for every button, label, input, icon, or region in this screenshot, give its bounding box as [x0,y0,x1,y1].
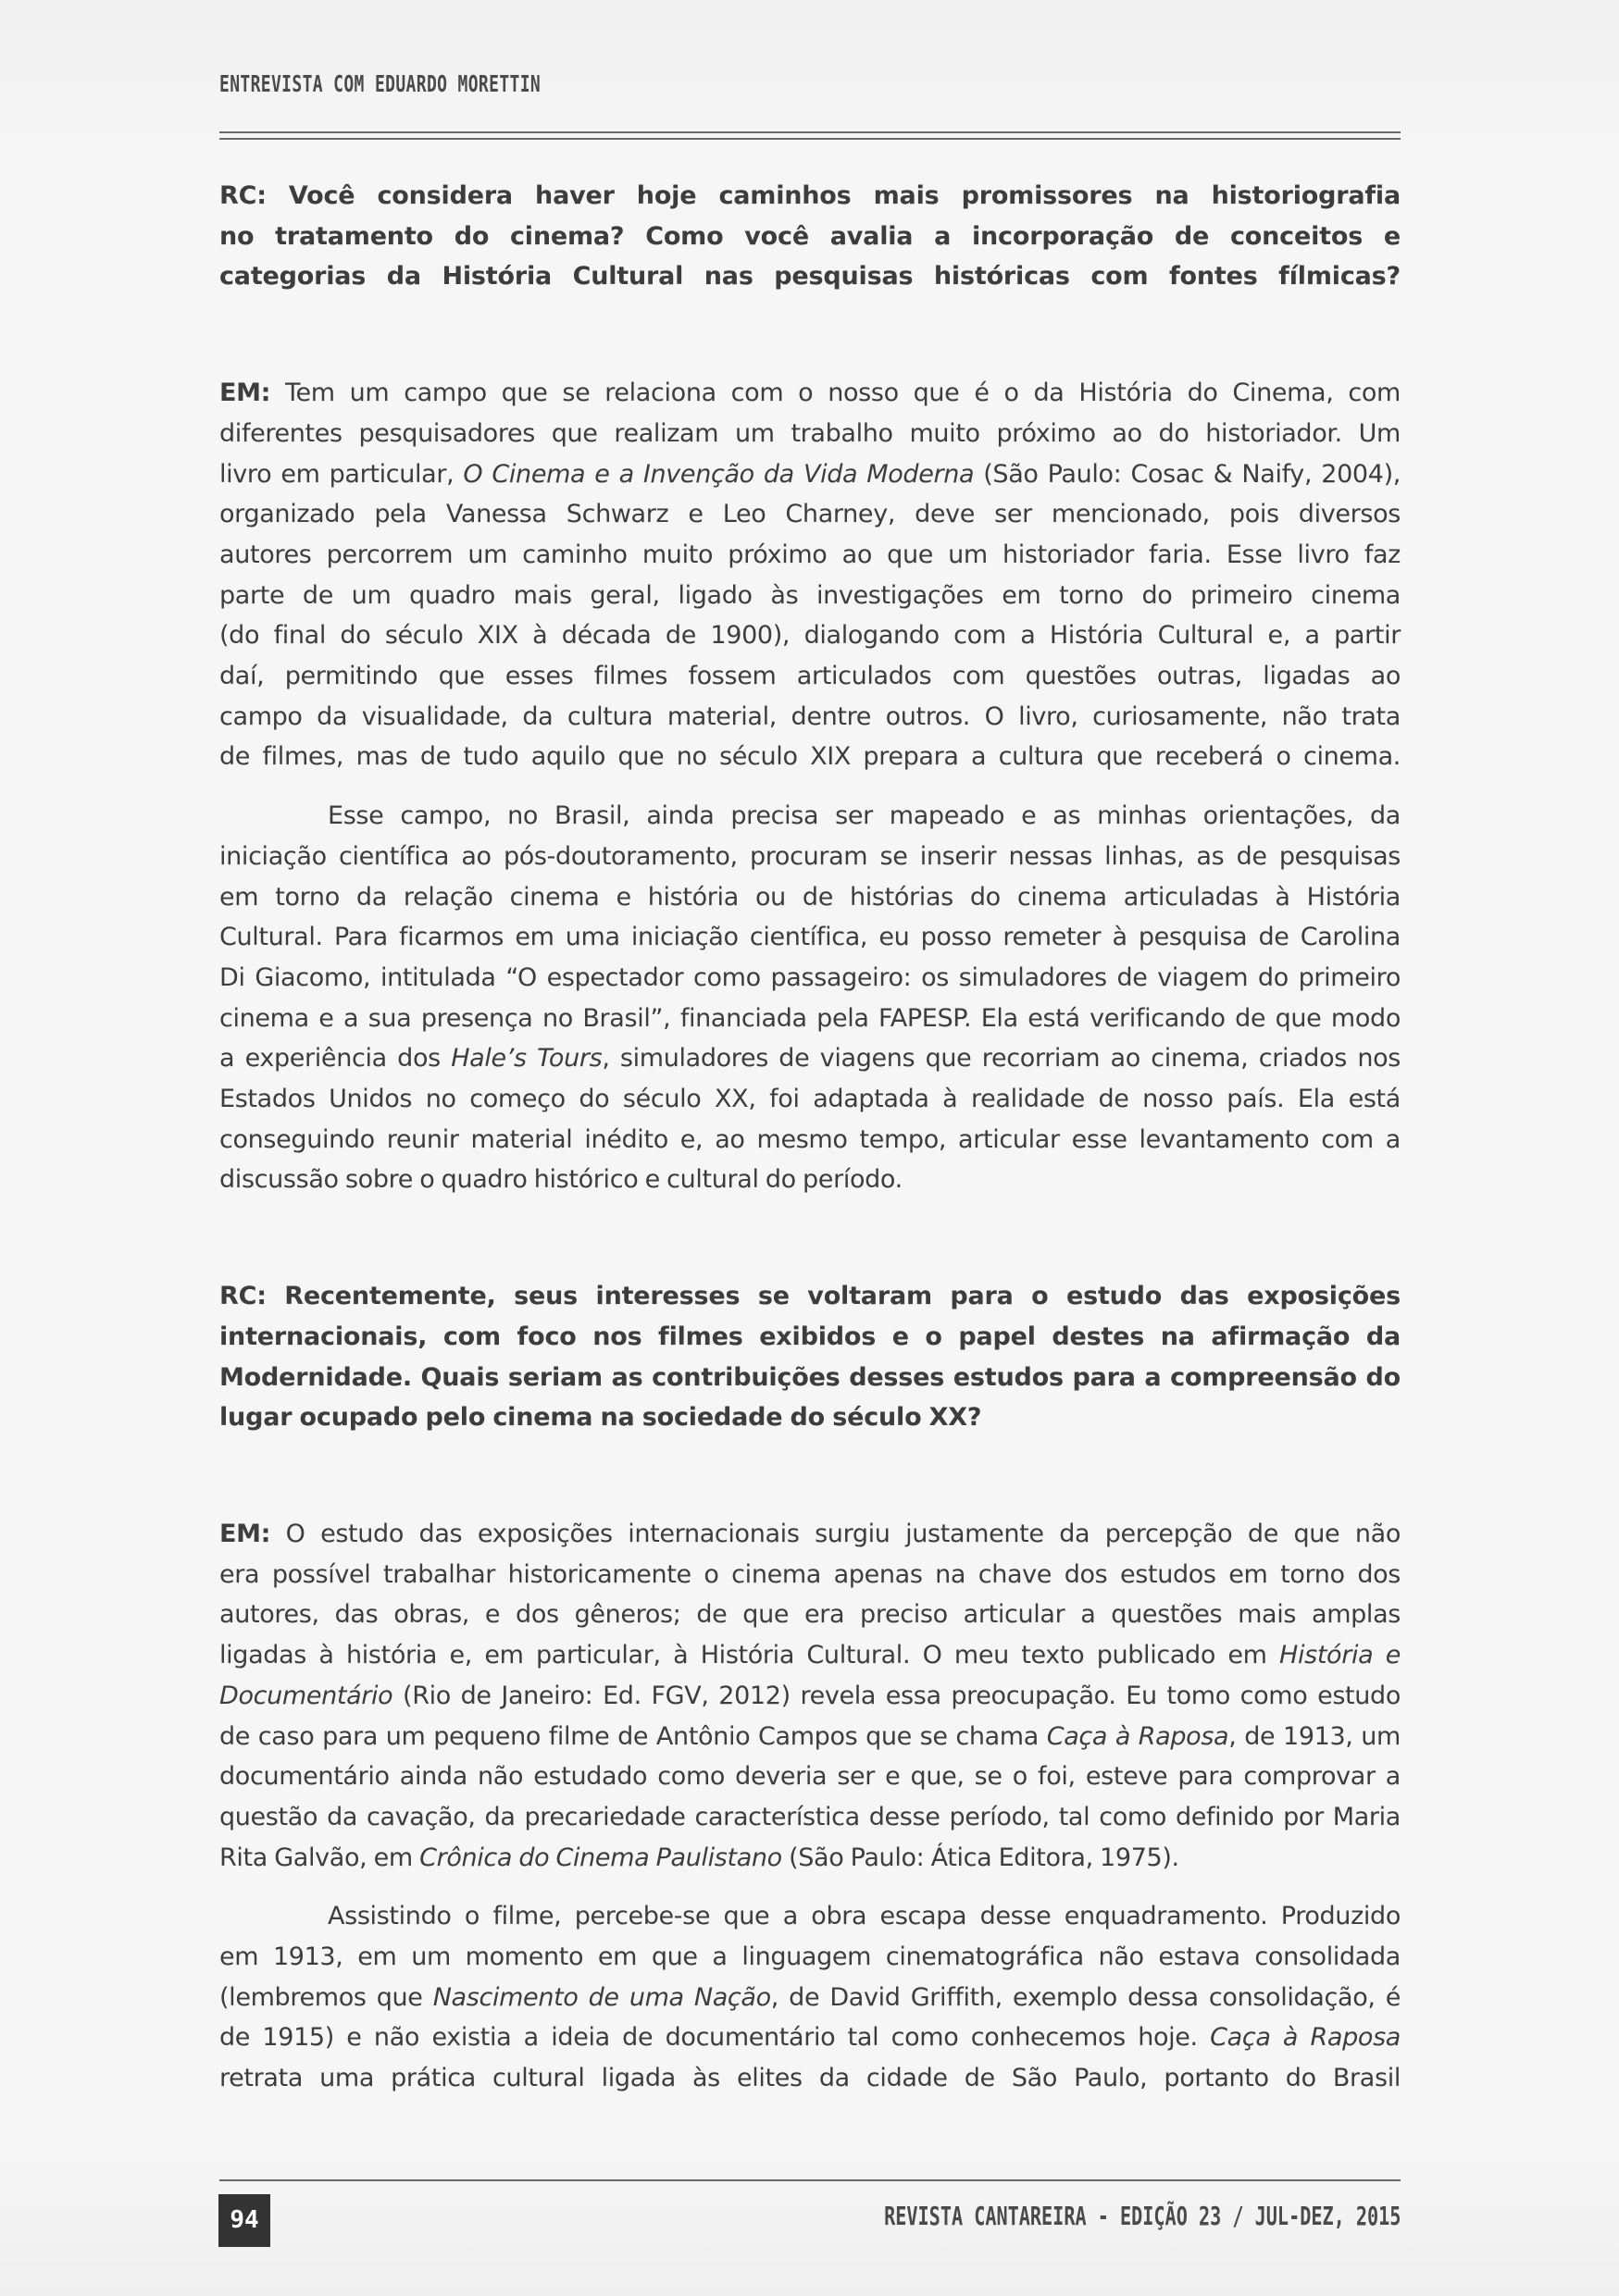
book-title: Crônica do Cinema Paulistano [419,1843,782,1872]
spacer [219,297,1401,373]
film-title: Nascimento de uma Nação [432,1982,771,2012]
text-line: categorias da História Cultural nas pesquisas históricas com fontes fílmicas? [219,262,1401,292]
film-title: Caça à Raposa [1046,1721,1229,1751]
text-line [219,1676,1401,1717]
text-line: retrata uma prática cultural ligada às elites da cidade de São Paulo, portanto do Brasil [219,2064,1401,2093]
text-run: livro em particular, [219,459,464,489]
text-line: era possível trabalhar historicamente o cinema apenas na chave dos estudos em torno dos [219,1559,1401,1589]
work-title: Hale’s Tours [451,1044,603,1074]
book-title: Documentário [219,1681,393,1710]
text-line: em torno da relação cinema e história ou de histórias do cinema articuladas à História [219,882,1401,912]
text-run: (Rio de Janeiro: Ed. FGV, 2012) revela essa preocupação. Eu tomo como estudo [392,1681,1401,1710]
text-line: discussão sobre o quadro histórico e cultural do período. [219,1165,903,1195]
text-run: O estudo das exposições internacionais surgiu justamente da percepção de que não [270,1519,1401,1548]
book-title: História e [1279,1641,1401,1670]
text-line: Di Giacomo, intitulada “O espectador como passageiro: os simuladores de viagem do primeiro [219,962,1401,992]
text-line: conseguindo reunir material inédito e, ao mesmo tempo, articular esse levantamento com a [219,1124,1401,1154]
text-run: a experiência dos [219,1044,452,1074]
text-line: Esse campo, no Brasil, ainda precisa ser mapeado e as minhas orientações, da [328,801,1401,831]
header-rule [219,131,1401,140]
answer-2-paragraph-1 [219,1514,1401,1878]
running-header: ENTREVISTA COM EDUARDO MORETTIN [219,70,542,97]
text-run: Tem um campo que se relaciona com o nosso que é o da História do Cinema, com [270,379,1401,408]
text-line [219,373,1401,414]
spacer [219,777,1401,796]
text-line: lugar ocupado pelo cinema na sociedade do século XX? [219,1403,982,1433]
text-line: diferentes pesquisadores que realizam um trabalho muito próximo ao do historiador. Um [219,418,1401,448]
text-line: autores, das obras, e dos gêneros; de que era preciso articular a questões mais amplas [219,1600,1401,1630]
text-line: RC: Recentemente, seus interesses se voltaram para o estudo das exposições [219,1282,1401,1311]
text-line [219,454,1401,495]
text-line: documentário ainda não estudado como deveria ser e que, se o foi, esteve para comprovar a [219,1762,1401,1792]
text-line: cinema e a sua presença no Brasil”, financiada pela FAPESP. Ela está verificando de que modo [219,1003,1401,1033]
spacer [219,1878,1401,1896]
question-2 [219,1276,1401,1438]
text-line [219,1838,1401,1879]
text-line: iniciação científica ao pós-doutoramento, procuram se inserir nessas linhas, as de pesquisas [219,841,1401,871]
text-line: autores percorrem um caminho muito próximo ao que um historiador faria. Esse livro faz [219,540,1401,569]
text-line: RC: Você considera haver hoje caminhos mais promissores na historiografia [219,181,1401,210]
text-line: no tratamento do cinema? Como você avalia a incorporação de conceitos e [219,221,1401,251]
text-line [219,2017,1401,2058]
article-body [219,176,1401,2099]
text-line [219,1038,1401,1079]
speaker-label: EM: [219,1519,271,1548]
text-run: ligadas à história e, em particular, à História Cultural. O meu texto publicado em [219,1641,1279,1670]
text-run: Rita Galvão, em [219,1843,420,1872]
text-line: campo da visualidade, da cultura material, dentre outros. O livro, curiosamente, não trata [219,701,1401,731]
text-run: , simuladores de viagens que recorriam ao cinema, criados nos [602,1044,1401,1074]
text-line: Modernidade. Quais seriam as contribuições desses estudos para a compreensão do [219,1362,1401,1392]
answer-2-paragraph-2 [219,1896,1401,2099]
text-line [219,1978,1401,2018]
question-1 [219,176,1401,297]
spacer [219,1200,1401,1276]
text-line: Cultural. Para ficarmos em uma iniciação científica, eu posso remeter à pesquisa de Carolina [219,923,1401,952]
text-run: (São Paulo: Cosac & Naify, 2004), [974,459,1401,489]
text-line: parte de um quadro mais geral, ligado às investigações em torno do primeiro cinema [219,580,1401,610]
text-run: de 1915) e não existia a ideia de documentário tal como conhecemos hoje. [219,2023,1211,2053]
spacer [219,1438,1401,1514]
text-line: (do final do século XIX à década de 1900), dialogando com a História Cultural e, a partir [219,621,1401,651]
journal-title: REVISTA CANTAREIRA - EDIÇÃO 23 / JUL-DEZ, 2015 [883,2201,1401,2231]
text-line [219,1717,1401,1757]
text-run: , de 1913, um [1228,1721,1401,1751]
speaker-label: EM: [219,379,271,408]
text-line: em 1913, em um momento em que a linguagem cinematográfica não estava consolidada [219,1942,1401,1972]
text-run: (São Paulo: Ática Editora, 1975). [781,1843,1179,1872]
page-number: 94 [218,2194,270,2247]
book-title: O Cinema e a Invenção da Vida Moderna [463,459,975,489]
text-line: daí, permitindo que esses filmes fossem articulados com questões outras, ligadas ao [219,662,1401,691]
text-line: organizado pela Vanessa Schwarz e Leo Charney, deve ser mencionado, pois diversos [219,500,1401,529]
footer-rule [219,2179,1401,2181]
text-line [219,1635,1401,1676]
answer-1-paragraph-1 [219,373,1401,777]
text-line: questão da cavação, da precariedade característica desse período, tal como definido por Maria [219,1802,1401,1831]
text-run: de caso para um pequeno filme de Antônio Campos que se chama [219,1721,1047,1751]
text-line [219,1514,1401,1555]
text-line: Estados Unidos no começo do século XX, foi adaptada à realidade de nosso país. Ela está [219,1085,1401,1114]
text-line: de filmes, mas de tudo aquilo que no século XIX prepara a cultura que receberá o cinema. [219,742,1401,772]
text-line: internacionais, com foco nos filmes exibidos e o papel destes na afirmação da [219,1322,1401,1351]
text-run: , de David Griffith, exemplo dessa consolidação, é [770,1982,1401,2012]
answer-1-paragraph-2 [219,796,1401,1200]
film-title: Caça à Raposa [1210,2023,1401,2053]
text-run: (lembremos que [219,1982,433,2012]
text-line: Assistindo o filme, percebe-se que a obra escapa desse enquadramento. Produzido [328,1902,1401,1931]
